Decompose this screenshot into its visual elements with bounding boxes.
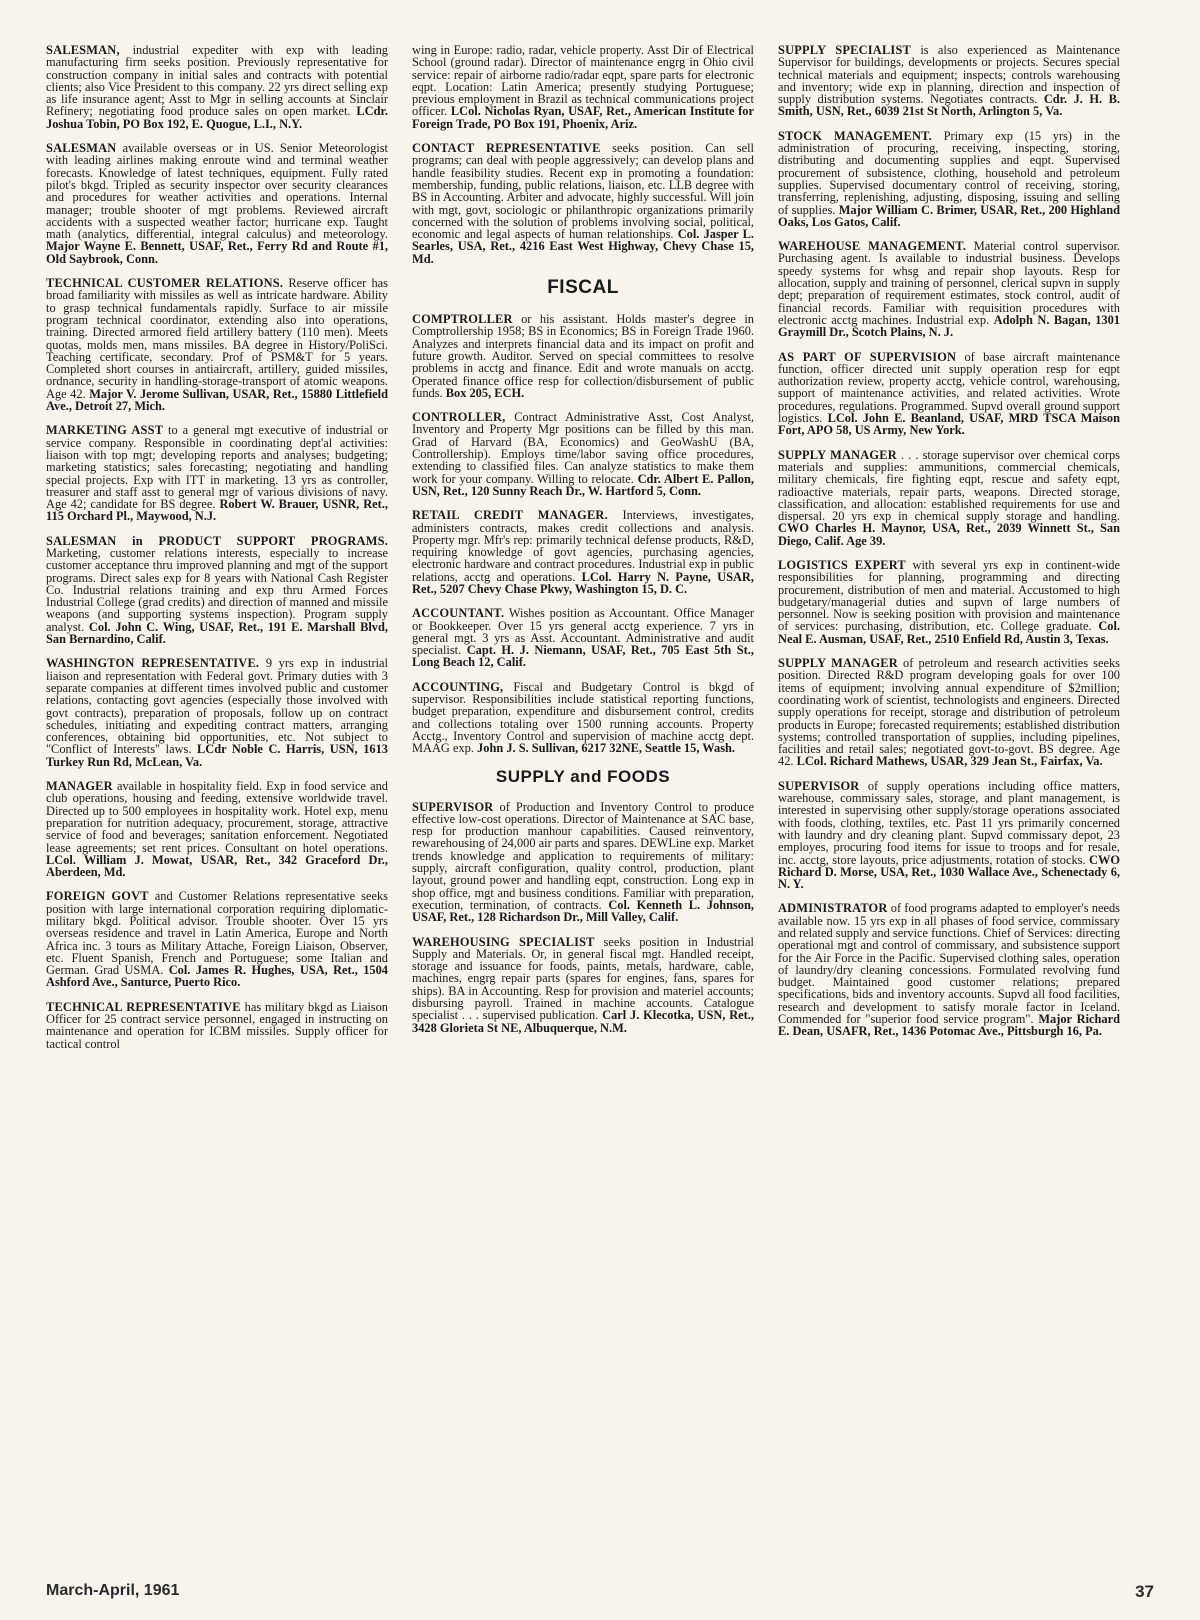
classified-entry (412, 411, 754, 497)
entry-contact: Adolph N. Bagan, 1301 Graymill Dr., Scotch Plains, N. J. (778, 312, 1120, 340)
entry-contact: LCol. William J. Mowat, USAR, Ret., 342 Graceford Dr., Aberdeen, Md. (46, 852, 388, 880)
classified-entry (778, 449, 1120, 547)
classified-entry (46, 780, 388, 878)
entry-contact: Col. Neal E. Ausman, USAF, Ret., 2510 Enfield Rd, Austin 3, Texas. (778, 619, 1120, 646)
entry-body: available overseas or in US. Senior Meteorologist with leading airlines making enroute wind and terminal weather forecasts. Knowledge of latest techniques, equipment. Fully rated pilot's bkgd. Tripled as security inspector over security clearances and procedures for weather activities and operations. Internal manager; trouble shooter of mgt problems. Reviewed aircraft accidents with a suspected weather factor; hurricane exp. Taught math (analytics, differential, integral calculus) and meteorology. (46, 141, 388, 242)
classified-entry (46, 277, 388, 412)
classified-entry (778, 902, 1120, 1037)
entry-contact: John J. S. Sullivan, 6217 32NE, Seattle 15, Wash. (477, 741, 736, 756)
section-heading: SUPPLY and FOODS (495, 766, 671, 786)
classified-entry (412, 607, 754, 668)
entry-heading: SUPPLY MANAGER (778, 656, 898, 671)
entry-contact: Major Richard E. Dean, USAFR, Ret., 1436 Potomac Ave., Pittsburgh 16, Pa. (778, 1012, 1120, 1039)
classified-entry (778, 657, 1120, 768)
entry-heading: CONTROLLER, (412, 410, 506, 425)
entry-heading: FOREIGN GOVT (46, 889, 149, 904)
entry-body: industrial expediter with exp with leading manufacturing firm seeks position. Previously representative for construction company in initial sales and contracts with potential clients; also Vice President to this company. 22 yrs direct selling exp as life insurance agent; Asst to Mgr in selling accounts at Sinclair Refinery; negotiating food produce sales on open market. (46, 43, 388, 119)
classified-entry (46, 657, 388, 768)
entry-contact: LCol. Harry N. Payne, USAR, Ret., 5207 Chevy Chase Pkwy, Washington 15, D. C. (412, 569, 754, 596)
entry-body: 9 yrs exp in industrial liaison and representation with Federal govt. Primary duties with 3 separate companies at different times involved public and customer relations, contacting govt agencies (especially those involved with govt contracts), preparation of proposals, follow up on contract schedules, initiating and expediting contract matters, arranging conferences, obtaining bid opportunities, etc. Not subject to "Conflict of Interests" laws. (46, 656, 388, 757)
classified-entry (778, 240, 1120, 338)
entry-contact: LCdr. Joshua Tobin, PO Box 192, E. Quogue, L.I., N.Y. (46, 104, 388, 131)
entry-body: Interviews, investigates, administers contracts, makes credit collections and analysis. Property mgr. Mfr's rep: primarily technical defense products, R&D, requiring knowledge of govt agencies, purchasing agencies, electronic hardware and contract procedures. Industrial exp in public relations, acctg and operations. (412, 508, 754, 584)
classified-entry (412, 801, 754, 924)
classified-entry (46, 1001, 388, 1050)
entry-contact: LCol. Nicholas Ryan, USAF, Ret., American Institute for Foreign Trade, PO Box 191, Phoenix, Ariz. (412, 104, 754, 131)
entry-heading: SUPERVISOR (778, 778, 860, 793)
entry-contact: Major Wayne E. Bennett, USAF, Ret., Ferry Rd and Route #1, Old Saybrook, Conn. (46, 239, 388, 266)
column-1 (46, 44, 388, 1062)
entry-heading: TECHNICAL CUSTOMER RELATIONS. (46, 276, 284, 291)
entry-heading: WAREHOUSE MANAGEMENT. (778, 239, 967, 254)
entry-body: Marketing, customer relations interests, especially to increase customer acceptance thru improved planning and mgt of the support programs. Direct sales exp for 8 years with National Cash Register Co. Industrial relations training and exp thru Armed Forces Industrial College (grad credits) and direction of manned and missile weapons (and supporting systems inspection). Program supply analyst. (46, 545, 388, 634)
section-heading: FISCAL (547, 277, 619, 299)
classified-entry (778, 780, 1120, 891)
entry-body: of supply operations including office matters, warehouse, commissary sales, storage, and plant management, is interested in supervising other supply/storage operations associated with foods, clothing, textiles, etc. Past 11 yrs primarily concerned with laundry and dry cleaning plant. Supvd commissary depot, 23 employes, procuring food items for issue to troops and for resale, inc. acctg, store layouts, price adjustments, rotation of stocks. (778, 778, 1120, 867)
column-3 (778, 44, 1120, 1050)
entry-heading: SUPPLY SPECIALIST (778, 43, 911, 57)
entry-contact: Col. John C. Wing, USAF, Ret., 191 E. Marshall Blvd, San Bernardino, Calif. (46, 619, 388, 647)
issue-date: March-April, 1961 (46, 1582, 180, 1599)
entry-body: to a general mgt executive of industrial or service company. Responsible in coordinating dept'al activities: liaison with top mgt; developing reports and analyses; budgeting; marketing statistics; sales forecasting; negotiating and handling special projects. Exp with ITT in marketing. 13 yrs as controller, treasurer and staff asst to general mgr of various divisions of navy. Age 42; candidate for BS degree. (46, 423, 389, 512)
classified-entry (778, 559, 1120, 645)
entry-contact: Cdr. J. H. B. Smith, USN, Ret., 6039 21st St North, Arlington 5, Va. (778, 92, 1120, 119)
entry-body: or his assistant. Holds master's degree in Comptrollership 1958; BS in Economics; BS in Foreign Trade 1960. Analyzes and interprets financial data and its impact on profit and future growth. Auditor. Served on special committees to resolve problems in acctg and finance. Edit and wrote manuals on acctg. Operated finance office resp for collection/disbursement of public funds. (412, 312, 754, 400)
classified-entry (46, 890, 388, 988)
entry-contact: Col. James R. Hughes, USA, Ret., 1504 Ashford Ave., Santurce, Puerto Rico. (46, 963, 388, 990)
entry-heading: ADMINISTRATOR (778, 901, 888, 916)
entry-body: Primary exp (15 yrs) in the administration of procuring, receiving, inspecting, storing, distributing and documenting supplies and eqpt. Supervised procurement of subsistence, clothing, household and petroleum supplies. Supervised documentary control of receiving, storing, transferring, replenishing, adjusting, disposing, issuing and selling of supplies. (778, 128, 1120, 217)
entry-contact: Cdr. Albert E. Pallon, USN, Ret., 120 Sunny Reach Dr., W. Hartford 5, Conn. (412, 471, 754, 498)
entry-heading: LOGISTICS EXPERT (778, 557, 906, 572)
entry-heading: AS PART OF SUPERVISION (778, 349, 957, 364)
classified-entry (412, 509, 754, 595)
entry-heading: SUPPLY MANAGER (778, 447, 897, 462)
classified-entry (412, 681, 754, 755)
entry-contact: LCdr Noble C. Harris, USN, 1613 Turkey Run Rd, McLean, Va. (46, 742, 388, 769)
entry-heading: MANAGER (46, 779, 113, 794)
column-2 (412, 44, 754, 1046)
entry-contact: Col. Jasper L. Searles, USA, Ret., 4216 East West Highway, Chevy Chase 15, Md. (412, 227, 755, 266)
entry-body: of petroleum and research activities seeks position. Directed R&D program developing goals for over 100 items of equipment; involving annual expenditure of $2million; coordinating work of scientist, technologists and engineers. Directed supply operations for receipt, storage and distribution of petroleum products in Europe; forecasted requirements; established distribution systems; controlled transportation of supplies, including pipelines, facilities and retail sales; negotiated govt-to-govt. BS degree. Age 42. (778, 656, 1120, 769)
classified-entry (412, 936, 754, 1034)
entry-body: seeks position in Industrial Supply and Materials. Or, in general fiscal mgt. Handled receipt, storage and issuance for foods, paints, metals, hardware, cable, machines, engrg repair parts (spares for engines, fans, spares for ships). BA in Accounting. Resp for provision and materiel accounts; disbursing payroll. Trained in machine accounts. Catalogue specialist . . . supervised publication. (412, 934, 754, 1023)
entry-heading: WASHINGTON REPRESENTATIVE. (46, 656, 260, 671)
entry-contact: Major William C. Brimer, USAR, Ret., 200 Highland Oaks, Los Gatos, Calif. (778, 202, 1120, 229)
entry-body: Wishes position as Accountant. Office Manager or Bookkeeper. Over 15 yrs general acctg experience. 7 yrs in general mgt. 3 yrs as Asst. Accountant. Administrative and audit specialist. (412, 606, 754, 658)
entry-contact: Box 205, ECH. (445, 385, 525, 400)
classified-entry (46, 424, 388, 522)
entry-heading: ACCOUNTANT. (412, 606, 505, 621)
classified-entry (46, 142, 388, 265)
entry-heading: ACCOUNTING, (412, 679, 504, 694)
entry-contact: Major V. Jerome Sullivan, USAR, Ret., 15880 Littlefield Ave., Detroit 27, Mich. (46, 386, 388, 414)
entry-heading: WAREHOUSING SPECIALIST (412, 934, 595, 949)
entry-heading: SUPERVISOR (412, 799, 494, 814)
entry-contact: LCol. Richard Mathews, USAR, 329 Jean St., Fairfax, Va. (796, 754, 1103, 769)
classified-entry (46, 44, 388, 130)
entry-heading: STOCK MANAGEMENT. (778, 128, 932, 143)
entry-body: and Customer Relations representative seeks position with large international corporation requiring diplomatic-military bkgd. Political advisor. Trouble shooter. Over 15 yrs overseas residence and travel in Latin America, Europe and North Africa inc. 3 tours as Military Attache, Foreign Liaison, Observer, etc. Fluent Spanish, French and Portuguese; some Italian and German. Grad USMA. (46, 889, 388, 978)
classified-entry (778, 44, 1120, 118)
entry-contact: LCol. John E. Beanland, USAF, MRD TSCA Maison Fort, APO 58, US Army, New York. (778, 411, 1121, 438)
entry-body: Material control supervisor. Purchasing agent. Is available to industrial business. Develops speedy systems for whsg and repair shop layouts. Resp for allocation, supply and training of personnel, clerical supvn in supply dept; preparation of requirement estimates, stock control, audit of financial records. Familiar with requisition procedures with electronic acctg machines. Industrial exp. (778, 239, 1120, 327)
entry-body: with several yrs exp in continent-wide responsibilities for planning, programming and directing procurement, distribution of men and material. Accustomed to high budgetary/managerial duties and supvn of large numbers of personnel. Now is seeking position with provision and maintenance of services: purchasing, distribution, etc. College graduate. (778, 557, 1120, 634)
entry-heading: SALESMAN in PRODUCT SUPPORT PROGRAMS. (46, 533, 388, 548)
entry-heading: SALESMAN, (46, 43, 120, 57)
entry-heading: TECHNICAL REPRESENTATIVE (46, 999, 241, 1014)
entry-contact: CWO Richard D. Morse, USA, Ret., 1030 Wallace Ave., Schenectady 6, N. Y. (778, 852, 1120, 892)
classified-entry (412, 44, 754, 130)
entry-body: of base aircraft maintenance function, officer directed unit supply operation resp for eqpt authorization review, property acctg, vehicle control, warehousing, support of maintenance activities, and related activities. Wrote procedures, regulations. Programmed. Supvd overall ground support logistics. (778, 349, 1120, 426)
entry-body: seeks position. Can sell programs; can deal with people aggressively; can develop plans and handle feasibility studies. Recent exp in promoting a foundation: membership, funding, public relations, liaison, etc. LLB degree with BS in Accounting. Arbiter and advocate, highly successful. Will join with mgt, govt, sociologic or philanthropic organizations primarily concerned with the solution of problems involving social, political, economic and legal aspects of human relationships. (412, 141, 754, 242)
entry-heading: MARKETING ASST (46, 423, 164, 438)
entry-body: Contract Administrative Asst, Cost Analyst, Inventory and Property Mgr positions can be filled by this man. Grad of Harvard (BA, Economics) and GeoWashU (BA, Controllership). Employs time/labor saving office procedures, extending to classified files. Can analyze statistics to make them work for your company. Willing to relocate. (412, 410, 754, 486)
classified-entry (778, 130, 1120, 228)
entry-heading: RETAIL CREDIT MANAGER. (412, 508, 608, 523)
entry-body: of Production and Inventory Control to produce effective low-cost operations. Director of Maintenance at SAC base, resp for production manhour capabilities. Caused reinventory, rewarehousing of 24,000 air parts and spares. DEWLine exp. Market trends knowledge and application to requirements of military: supply, aircraft configuration, quality control, production, plant layout, ground power and handling eqpt, construction. Long exp in shop office, mgt and business conditions. Familiar with preparation, execution, termination, of contracts. (412, 799, 755, 912)
entry-heading: CONTACT REPRESENTATIVE (412, 141, 601, 156)
entry-body: Fiscal and Budgetary Control is bkgd of supervisor. Responsibilities include statistical reporting functions, budget preparation, expenditure and disbursement control, credits and collections totaling over 1500 running accounts. Property Acctg., Inventory Control and supervision of machine acctg dept. MAAG exp. (412, 679, 754, 756)
entry-contact: Capt. H. J. Niemann, USAF, Ret., 705 East 5th St., Long Beach 12, Calif. (412, 643, 754, 670)
classified-entry (412, 313, 754, 399)
entry-heading: SALESMAN (46, 141, 117, 156)
page-number: 37 (1135, 1582, 1154, 1601)
classified-entry (46, 535, 388, 646)
entry-contact: Robert W. Brauer, USNR, Ret., 115 Orchard Pl., Maywood, N.J. (46, 497, 389, 524)
entry-body: available in hospitality field. Exp in food service and club operations, housing and feeding, extensive worldwide travel. Directed up to 500 employees in hospitality work. Hotel exp, menu preparation for nutrition adequacy, procurement, storage, attractive service of food and beverages; sanitation enforcement. Negotiated lease agreements; set rent prices. Consultant on hotel operations. (46, 779, 388, 855)
entry-body: . . . storage supervisor over chemical corps materials and supplies: ammunitions, commercial chemicals, military chemicals, fire fighting eqpt, rescue and safety eqpt, radioactive materials, repair parts, weapons. Directed storage, classification, and allocation: established requirements for use and dispersal. 20 yrs exp in chemical supply storage and handling. (778, 447, 1120, 524)
entry-body: Reserve officer has broad familiarity with missiles as well as intricate hardware. Ability to grasp technical fundamentals rapidly. Surface to air missile program technical coordinator, extending also into operations, training. Directed armored field artillery battery (110 men). Meets quotas, molds men, mans missiles. BA degree in History/PoliSci. Teaching certificate, secondary. Prof of PSM&T for 5 years. Completed short courses in antiaircraft, artillery, guided missiles, ordnance, security in handling-storage-transport of atomic weapons. Age 42. (46, 276, 388, 401)
entry-contact: Col. Kenneth L. Johnson, USAF, Ret., 128 Richardson Dr., Mill Valley, Calif. (412, 897, 754, 925)
entry-body: wing in Europe: radio, radar, vehicle property. Asst Dir of Electrical School (ground radar). Director of maintenance engrg in Ohio civil service: repair of airborne radio/radar eqpt, spare parts for electronic eqpt. Location: Latin America; presently studying Portuguese; previous employment in Brazil as technical communications project officer. (412, 43, 754, 119)
entry-body: is also experienced as Maintenance Supervisor for buildings, developments or projects. Secures special technical materials and equipment; inspects; controls warehousing and inventory; wide exp in planning, direction and inspection of supply distribution systems. Negotiates contracts. (778, 43, 1120, 107)
entry-contact: Carl J. Klecotka, USN, Ret., 3428 Glorieta St NE, Albuquerque, N.M. (412, 1008, 754, 1035)
entry-body: of food programs adapted to employer's needs available now. 15 yrs exp in all phases of food service, commissary and related supply and service functions. Chief of Services: directing operational mgt and control of commissary, and subsistence support for the Air Force in the Pacific. Supervised clothing sales, operation of laundry/dry cleaning concessions. Formulated revolving fund budget. Maintained good customer relations; prepared specifications, bids and inventory accounts. Supvd all food facilities, research and development to satisfy morale factor in Iceland. Commended for "superior food service program". (778, 901, 1121, 1027)
entry-heading: COMPTROLLER (412, 312, 513, 327)
entry-contact: CWO Charles H. Maynor, USA, Ret., 2039 Winnett St., San Diego, Calif. Age 39. (778, 521, 1120, 548)
classified-entry (412, 142, 754, 265)
classified-entry (778, 351, 1120, 437)
entry-body: has military bkgd as Liaison Officer for 25 contract service personnel, engaged in instructing on maintenance and operation for ICBM missiles. Supply officer for tactical control (46, 999, 388, 1051)
